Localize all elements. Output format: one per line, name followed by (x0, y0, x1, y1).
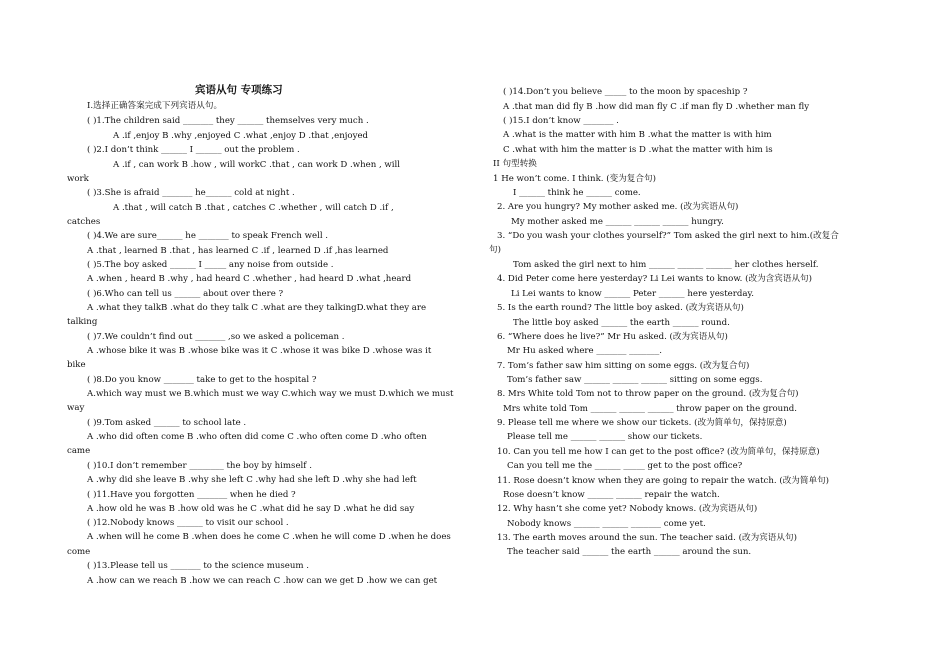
left-line: ( )9.Tom asked ______ to school late . (87, 418, 247, 428)
right-line: Can you tell me the ______ _____ get to the post office? (507, 461, 743, 471)
left-line: way (67, 403, 85, 413)
left-line: A .if , can work B .how , will workC .that , can work D .when , will (113, 160, 401, 170)
right-line: The little boy asked ______ the earth ______ round. (513, 318, 730, 328)
right-line: 1 He won’t come. I think. (变为复合句) (493, 174, 656, 184)
right-line: 句) (489, 245, 501, 255)
left-line: A .that , will catch B .that , catches C .whether , will catch D .if , (113, 203, 394, 213)
right-line: 3. “Do you wash your clothes yourself?” Tom asked the girl next to him.(改复合 (497, 231, 839, 241)
left-line: A .if ,enjoy B .why ,enjoyed C .what ,enjoy D .that ,enjoyed (113, 131, 369, 141)
left-line: talking (67, 317, 98, 327)
left-line: Ⅰ.选择正确答案完成下列宾语从句。 (87, 101, 223, 111)
left-line: ( )12.Nobody knows ______ to visit our school . (87, 518, 289, 528)
left-line: ( )13.Please tell us _______ to the science museum . (87, 561, 310, 571)
left-line: came (67, 446, 91, 456)
left-line: A .when will he come B .when does he come C .when he will come D .when he does (87, 532, 451, 542)
right-line: I ______ think he ______ come. (513, 188, 641, 198)
left-line: A .that , learned B .that , has learned C .if , learned D .if ,has learned (87, 246, 389, 256)
right-line: A .that man did fly B .how did man fly C .if man fly D .whether man fly (503, 102, 810, 112)
left-line: catches (67, 217, 101, 227)
left-line: A .how old he was B .how old was he C .what did he say D .what he did say (87, 504, 415, 514)
right-line: A .what is the matter with him B .what the matter is with him (503, 130, 772, 140)
right-line: C .what with him the matter is D .what the matter with him is (503, 145, 773, 155)
worksheet-title: 宾语从句 专项练习 (195, 84, 283, 96)
right-line: 2. Are you hungry? My mother asked me. (改为宾语从句) (497, 202, 739, 212)
right-line: 7. Tom’s father saw him sitting on some eggs. (改为复合句) (497, 361, 750, 371)
right-line: ( )14.Don’t you believe _____ to the moon by spaceship ? (503, 87, 748, 97)
right-line: My mother asked me ______ ______ ______ hungry. (511, 217, 724, 227)
left-line: A.which way must we B.which must we way C.which way we must D.which we must (87, 389, 454, 399)
left-line: ( )5.The boy asked ______ I _____ any noise from outside . (87, 260, 334, 270)
left-line: ( )2.I don’t think ______ I ______ out the problem . (87, 145, 300, 155)
right-line: 9. Please tell me where we show our tickets. (改为简单句，保持原意) (497, 418, 787, 428)
right-line: Li Lei wants to know ______ Peter ______ here yesterday. (511, 289, 754, 299)
right-line: Please tell me ______ ______ show our tickets. (507, 432, 703, 442)
left-line: ( )4.We are sure______ he _______ to speak French well . (87, 231, 329, 241)
right-line: 4. Did Peter come here yesterday? Li Lei wants to know. (改为含宾语从句) (497, 274, 812, 284)
right-line: 13. The earth moves around the sun. The teacher said. (改为宾语从句) (497, 533, 797, 543)
right-line: Tom’s father saw ______ ______ ______ sitting on some eggs. (507, 375, 763, 385)
left-line: A .why did she leave B .why she left C .why had she left D .why she had left (87, 475, 417, 485)
left-line: ( )1.The children said _______ they ______ themselves very much . (87, 116, 369, 126)
right-line: The teacher said ______ the earth ______ around the sun. (507, 547, 752, 557)
left-line: bike (67, 360, 86, 370)
right-line: 8. Mrs White told Tom not to throw paper on the ground. (改为复合句) (497, 389, 799, 399)
left-line: ( )6.Who can tell us ______ about over there ? (87, 289, 284, 299)
left-line: ( )11.Have you forgotten _______ when he died ? (87, 490, 296, 500)
left-line: ( )8.Do you know _______ take to get to the hospital ? (87, 375, 317, 385)
left-line: ( )7.We couldn’t find out _______ ,so we asked a policeman . (87, 332, 345, 342)
right-line: 10. Can you tell me how I can get to the post office? (改为简单句，保持原意) (497, 447, 820, 457)
right-line: Tom asked the girl next to him ______ ______ ______ her clothes herself. (513, 260, 819, 270)
right-line: Rose doesn’t know ______ ______ repair the watch. (503, 490, 720, 500)
right-line: Mr Hu asked where _______ _______. (507, 346, 662, 356)
right-line: 6. “Where does he live?” Mr Hu asked. (改为宾语从句) (497, 332, 728, 342)
right-line: 12. Why hasn’t she come yet? Nobody knows. (改为宾语从句) (497, 504, 758, 514)
right-line: Mrs white told Tom ______ ______ ______ throw paper on the ground. (503, 404, 797, 414)
left-line: come (67, 547, 91, 557)
left-line: A .when , heard B .why , had heard C .whether , had heard D .what ,heard (87, 274, 412, 284)
left-line: work (67, 174, 89, 184)
right-line: II 句型转换 (493, 159, 537, 169)
right-line: ( )15.I don’t know _______ . (503, 116, 619, 126)
left-line: ( )10.I don’t remember ________ the boy by himself . (87, 461, 312, 471)
left-line: ( )3.She is afraid _______ he______ cold at night . (87, 188, 295, 198)
left-line: A .who did often come B .who often did come C .who often come D .who often (87, 432, 427, 442)
right-line: 11. Rose doesn’t know when they are going to repair the watch. (改为简单句) (497, 476, 830, 486)
left-line: A .whose bike it was B .whose bike was it C .whose it was bike D .whose was it (87, 346, 432, 356)
left-line: A .how can we reach B .how we can reach C .how can we get D .how we can get (87, 576, 438, 586)
right-line: Nobody knows ______ ______ _______ come yet. (507, 519, 706, 529)
left-line: A .what they talkB .what do they talk C .what are they talkingD.what they are (87, 303, 427, 313)
right-line: 5. Is the earth round? The little boy asked. (改为宾语从句) (497, 303, 744, 313)
